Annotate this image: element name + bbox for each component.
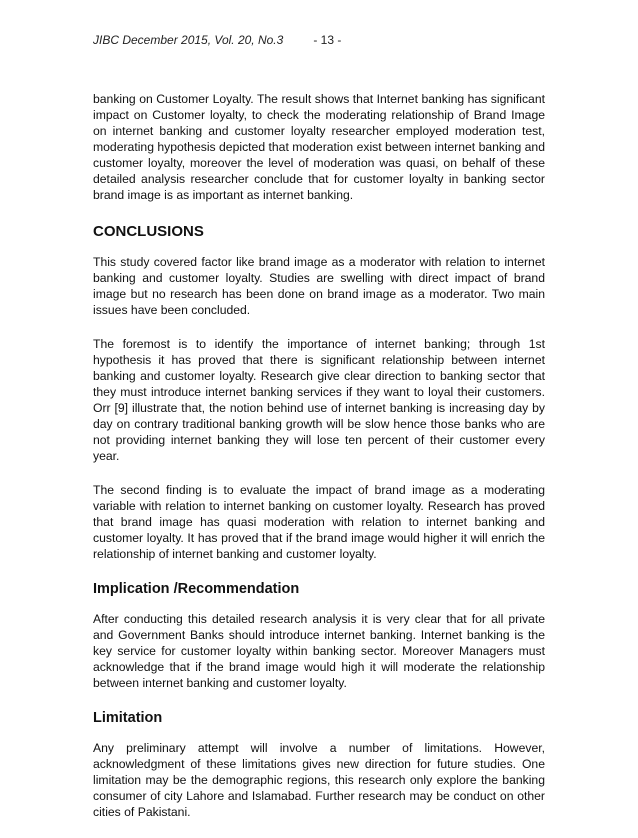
intro-paragraph: banking on Customer Loyalty. The result shows that Internet banking has significant impact on Customer loyalty, to check the moderating relationship of Brand Image on internet banking and customer loyalty researcher employed moderation test, moderating hypothesis depicted that moderation exist between internet banking and customer loyalty, moreover the level of moderation was quasi, on behalf of these detailed analysis researcher conclude that for customer loyalty in banking sector brand image is as important as internet banking. bbox=[93, 92, 545, 202]
journal-citation: JIBC December 2015, Vol. 20, No.3 bbox=[93, 33, 284, 47]
running-header bbox=[93, 33, 341, 47]
conclusions-paragraph-1: This study covered factor like brand image as a moderator with relation to internet banking and customer loyalty. Studies are swelling with direct impact of brand image but no research has been done on brand image as a moderator. Two main issues have been concluded. bbox=[93, 255, 545, 317]
page-body bbox=[93, 91, 545, 838]
limitation-paragraph: Any preliminary attempt will involve a number of limitations. However, acknowledgment of these limitations gives new direction for future studies. One limitation may be the demographic regions, this research only explore the banking consumer of city Lahore and Islamabad. Further research may be conduct on other cities of Pakistani. bbox=[93, 741, 545, 819]
implication-paragraph: After conducting this detailed research analysis it is very clear that for all private and Government Banks should introduce internet banking. Internet banking is the key service for customer loyalty within banking sector. Moreover Managers must acknowledge that if the brand image would high it will moderate the relationship between internet banking and customer loyalty. bbox=[93, 612, 545, 690]
limitation-heading: Limitation bbox=[93, 710, 163, 726]
conclusions-paragraph-3: The second finding is to evaluate the impact of brand image as a moderating variable with relation to internet banking on customer loyalty. Research has proved that brand image has quasi moderation with relation to internet banking and customer loyalty. It has proved that if the brand image would higher it will enrich the relationship of internet banking and customer loyalty. bbox=[93, 483, 545, 561]
conclusions-paragraph-2: The foremost is to identify the importance of internet banking; through 1st hypothesis it has proved that there is significant relationship between internet banking and customer loyalty. Research give clear direction to banking sector that they must introduce internet banking services if they want to loyal their customers. Orr [9] illustrate that, the notion behind use of internet banking is increasing day by day on contrary traditional banking growth will be slow hence those banks who are not providing internet banking they will lose ten percent of their customer every year. bbox=[93, 337, 545, 463]
implication-heading: Implication /Recommendation bbox=[93, 581, 300, 597]
page-number: - 13 - bbox=[313, 33, 342, 47]
conclusions-heading: CONCLUSIONS bbox=[93, 223, 204, 240]
